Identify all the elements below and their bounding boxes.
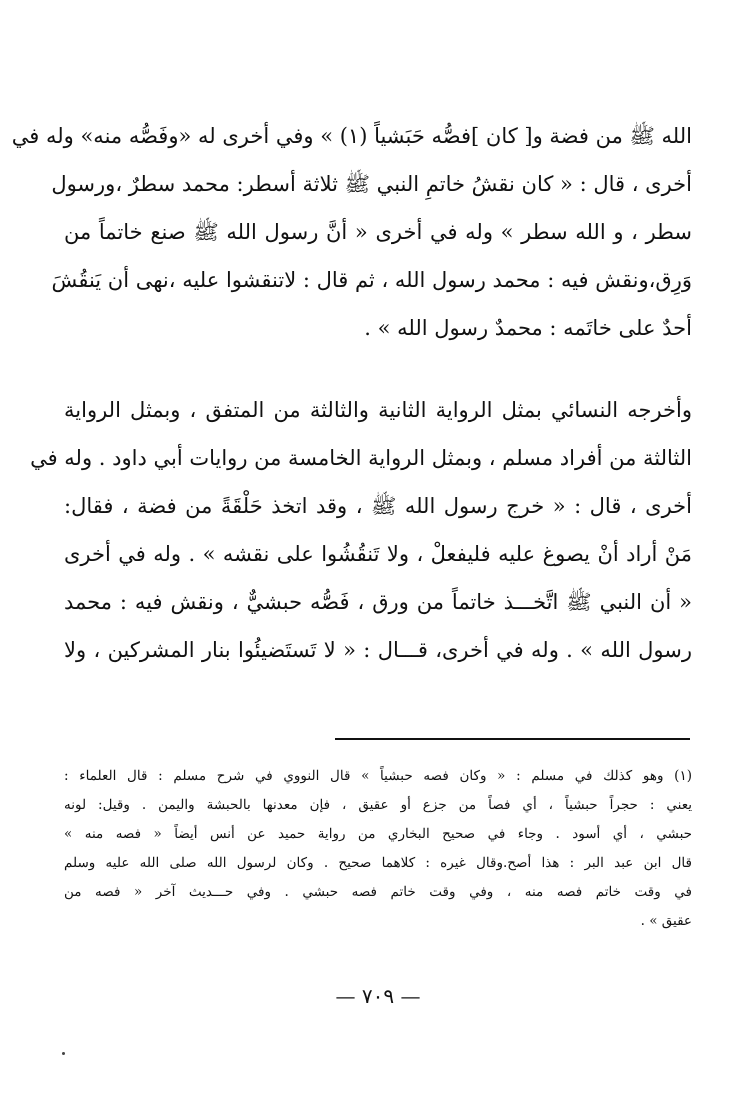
text-line: أخرى ، قال : « كان نقشُ خاتمِ النبي ﷺ ثلاثة أسطر: محمد سطرٌ ،ورسول [51,172,692,196]
text-line: رسول الله » . وله في أخرى، قـــال : « لا تَستَضيئُوا بنار المشركين ، ولا [64,638,692,662]
footnotes [64,762,692,936]
footnote-line: في وقت خاتم فصه منه ، وفي وقت خاتم فصه حبشي . وفي حـــديث آخر « فصه من [64,884,692,900]
scan-speck [62,1052,65,1055]
paragraph-gap [64,352,692,386]
text-line: أخرى ، قال : « خرج رسول الله ﷺ ، وقد اتخذ حَلْقَةً من فضة ، فقال: [64,494,692,518]
footnote-line: (١) وهو كذلك في مسلم : « وكان فصه حبشياً » قال النووي في شرح مسلم : قال العلماء : [64,768,692,784]
text-line: مَنْ أراد أنْ يصوغ عليه فليفعلْ ، ولا تَنقُشُوا على نقشه » . وله في أخرى [64,542,693,566]
footnote-line: عقيق » . [640,913,692,929]
footnote-divider [335,738,690,740]
main-text [11,112,693,674]
text-line: الله ﷺ من فضة و[ كان ]فصُّه حَبَشياً (١) » وفي أخرى له «وفَصُّه منه» وله في [11,124,692,148]
footnote-line: يعني : حجراً حبشياً ، أي فصاً من جزع أو عقيق ، فإن معدنها بالحبشة واليمن . وقيل: لونه [64,797,692,813]
text-line: الثالثة من أفراد مسلم ، وبمثل الرواية الخامسة من روايات أبي داود . وله في [30,446,692,470]
text-line: أحدٌ على خاتَمه : محمدٌ رسول الله » . [364,316,692,340]
footnote-line: قال ابن عبد البر : هذا أصح.وقال غيره : كلاهما صحيح . وكان لرسول الله صلى الله عليه وسلم [64,855,692,871]
footnote-line: حبشي ، أي أسود . وجاء في صحيح البخاري من رواية حميد عن أنس أيضاً « فصه منه » [64,826,692,842]
text-line: « أن النبي ﷺ اتَّخـــذ خاتماً من ورق ، فَصُّه حبشيٌّ ، ونقش فيه : محمد [64,590,692,614]
page-number: — ٧٠٩ — [335,984,421,1008]
text-line: وَرِق،ونقش فيه : محمد رسول الله ، ثم قال : لاتنقشوا عليه ،نهى أن يَنقُشَ [51,268,692,292]
text-line: سطر ، و الله سطر » وله في أخرى « أنَّ رسول الله ﷺ صنع خاتماً من [64,220,692,244]
text-line: وأخرجه النسائي بمثل الرواية الثانية والثالثة من المتفق ، وبمثل الرواية [64,398,692,422]
